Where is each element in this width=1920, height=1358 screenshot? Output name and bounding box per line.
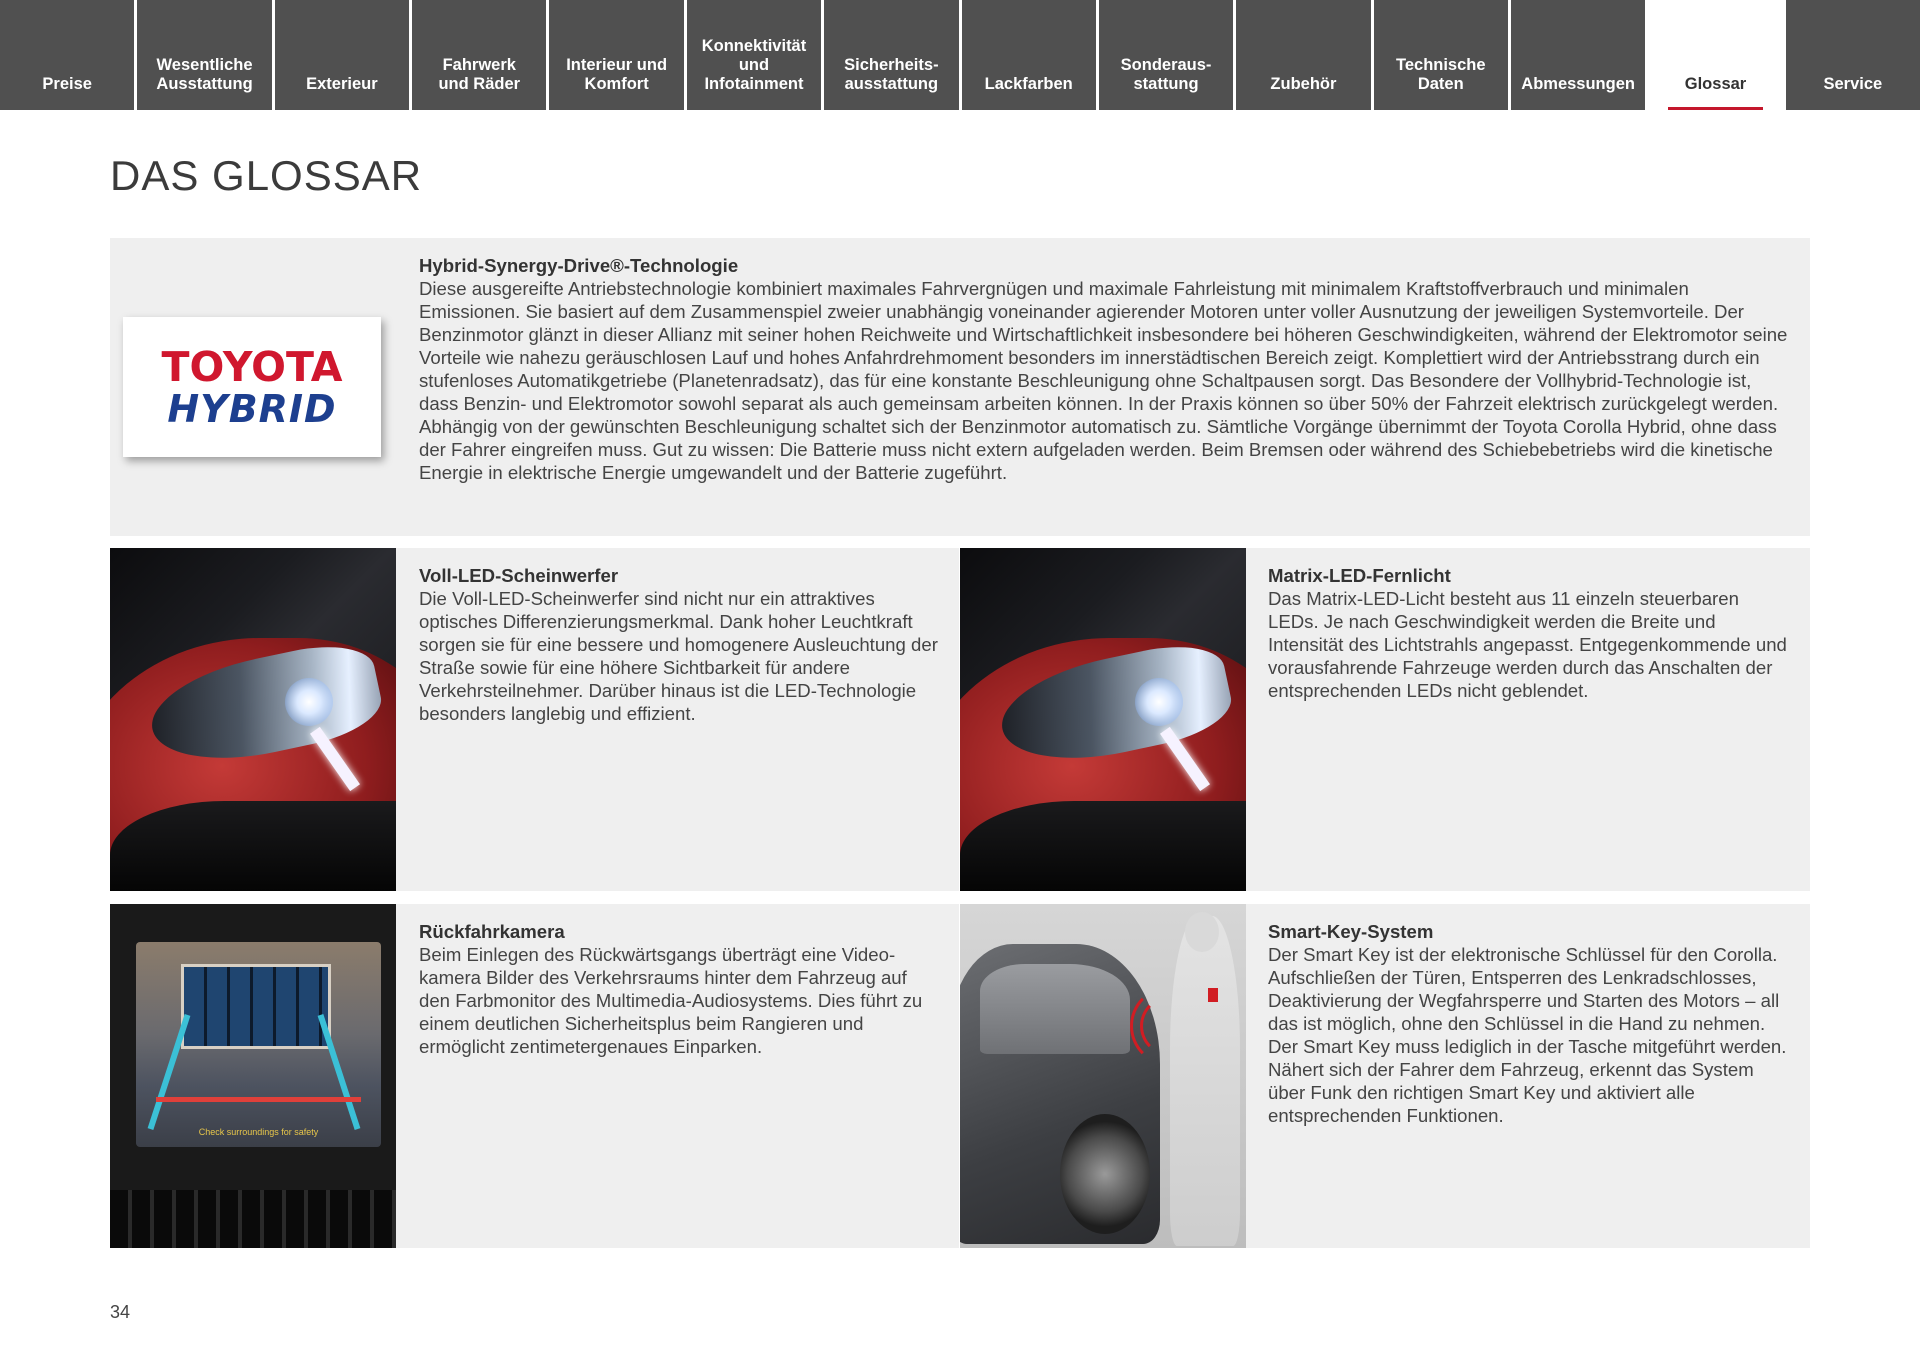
air-vents xyxy=(110,1190,396,1248)
tab-label: Abmessungen xyxy=(1521,75,1635,93)
tab-abmessungen[interactable] xyxy=(1511,0,1645,110)
tab-sicherheitsausstattung[interactable] xyxy=(824,0,958,110)
tab-label: Zubehör xyxy=(1270,75,1337,93)
rear-camera-photo xyxy=(110,904,396,1248)
entry-text: Der Smart Key ist der elektronische Schlüssel für den Corolla. Aufschließen der Türen, Entsperren des Lenkradschlosses, Deaktivierung der Wegfahrsperre und Starten des Motors – all das ist möglich, ohne den Schlüssel in die Hand zu nehmen. Der Smart Key muss lediglich in der Tasche mitgeführt werden. Nähert sich der Fahrer dem Fahrzeug, erkennt das System über Funk den richtigen Smart Key und aktiviert alle entsprechenden Funktionen. xyxy=(1268,944,1787,1126)
smart-key-photo xyxy=(960,904,1246,1248)
guide-line-right xyxy=(318,1014,361,1130)
tab-wesentliche-ausstattung[interactable] xyxy=(137,0,271,110)
entry-title: Rückfahrkamera xyxy=(419,921,565,942)
entry-text: Diese ausgereifte Antriebstechnologie kombiniert maximales Fahrvergnügen und maximale Fahrleistung mit minimalem Kraftstoffverbrauch und minimalen Emissionen. Sie basiert auf dem Zusammenspiel zweier unabhängig voneinander agierender Motoren unter voller Ausnutzung der jeweiligen Systemvorteile. Der Benzinmotor glänzt in dieser Allianz mit seiner hohen Reichweite und Wirtschaftlichkeit insbesondere bei höheren Geschwindigkeiten, während der Elektromotor seine Vorteile wie nahezu geräuschlosen Lauf und hohes Anfahrdrehmoment besonders im innerstädtischen Bereich zeigt. Komplettiert wird der Antriebsstrang durch ein stufenloses Automatikgetriebe (Planetenradsatz), das für eine konstante Beschleunigung ohne Schaltpausen sorgt. Das Besondere der Vollhybrid-Technologie ist, dass Benzin- und Elektromotor sowohl separat als auch gemeinsam arbeiten können. In der Praxis können so über 50% der Fahrzeit elektrisch zurückgelegt werden. Abhängig von der gewünschten Beschleunigung schaltet sich der Benzinmotor automatisch zu. Sämtliche Vorgänge übernimmt der Toyota Corolla Hybrid, ohne dass der Fahrer eingreifen muss. Gut zu wissen: Die Batterie muss nicht extern aufgeladen werden. Beim Bremsen oder während des Schiebebetriebs wird die kinetische Energie in elektrische Energie umgewandelt und der Batterie zugeführt. xyxy=(419,278,1788,483)
entry-text: Die Voll-LED-Scheinwerfer sind nicht nur ein attraktives optisches Differenzierungsmerkmal. Dank hoher Leuchtkraft sorgen sie für eine bessere und homogenere Ausleuchtung der Straße sowie für eine höhere Sichtbarkeit für andere Verkehrsteilnehmer. Darüber hinaus ist die LED-Technologie besonders langlebig und effizient. xyxy=(419,588,938,724)
headlight-glow xyxy=(285,678,333,726)
glossary-card-hybrid xyxy=(110,238,1810,536)
page-number: 34 xyxy=(110,1302,131,1322)
tab-lackfarben[interactable] xyxy=(962,0,1096,110)
tab-label: Interieur und Komfort xyxy=(566,56,668,93)
grille-shape xyxy=(110,801,396,891)
guide-line-red xyxy=(156,1097,361,1102)
tab-exterieur[interactable] xyxy=(275,0,409,110)
glossary-entry xyxy=(419,564,939,725)
tab-glossar[interactable] xyxy=(1648,0,1782,110)
guide-line-left xyxy=(148,1014,191,1130)
glossary-card-matrix xyxy=(960,548,1810,891)
tab-preise[interactable] xyxy=(0,0,134,110)
entry-title: Voll-LED-Scheinwerfer xyxy=(419,565,619,586)
tab-label: Fahrwerk und Räder xyxy=(438,56,521,93)
headlight-photo xyxy=(110,548,396,891)
top-navigation xyxy=(0,0,1920,110)
person-silhouette xyxy=(1170,916,1240,1246)
screen-warning: Check surroundings for safety xyxy=(198,1127,319,1137)
logo-text-top: TOYOTA xyxy=(161,343,343,391)
tab-zubehoer[interactable] xyxy=(1236,0,1370,110)
tab-sonderausstattung[interactable] xyxy=(1099,0,1233,110)
tab-fahrwerk-und-raeder[interactable] xyxy=(412,0,546,110)
tab-label: Preise xyxy=(42,75,92,93)
tab-konnektivitaet[interactable] xyxy=(687,0,821,110)
logo-text-bottom: HYBRID xyxy=(167,387,337,431)
car-wheel xyxy=(1060,1114,1150,1234)
tab-label: Service xyxy=(1823,75,1883,93)
tab-label: Sonderaus- stattung xyxy=(1120,56,1212,93)
headlight-glow xyxy=(1135,678,1183,726)
car-window xyxy=(980,964,1130,1054)
grille-shape xyxy=(960,801,1246,891)
tab-interieur-und-komfort[interactable] xyxy=(549,0,683,110)
tab-label: Lackfarben xyxy=(984,75,1073,93)
glossary-entry xyxy=(1268,920,1792,1127)
page-title: DAS GLOSSAR xyxy=(110,152,423,199)
toyota-hybrid-logo xyxy=(123,317,381,457)
tab-technische-daten[interactable] xyxy=(1374,0,1508,110)
radio-wave-icon xyxy=(1130,986,1210,1066)
entry-title: Matrix-LED-Fernlicht xyxy=(1268,565,1451,586)
tab-label: Wesentliche Ausstattung xyxy=(156,56,253,93)
entry-title: Hybrid-Synergy-Drive®-Technologie xyxy=(419,255,739,276)
garage-door xyxy=(181,964,331,1049)
person-head xyxy=(1185,912,1219,952)
tab-label: Konnektivität und Infotainment xyxy=(701,37,807,93)
entry-text: Beim Einlegen des Rückwärtsgangs überträgt eine Videokamera Bilder des Verkehrsraums hinter dem Fahrzeug auf den Farbmonitor des Multimedia-Audiosystems. Dies führt zu einem deutlichen Sicherheitsplus beim Rangieren und ermöglicht zentimetergenaues Einparken. xyxy=(419,944,923,1057)
glossary-card-led xyxy=(110,548,959,891)
entry-text: Das Matrix-LED-Licht besteht aus 11 einzeln steuerbaren LEDs. Je nach Geschwindigkeit werden die Breite und Intensität des Lichtstrahls angepasst. Entgegenkommende und vorausfahrende Fahrzeuge werden durch das Anschalten der entsprechenden LEDs nicht geblendet. xyxy=(1268,588,1787,701)
glossary-card-smartkey xyxy=(960,904,1810,1248)
key-fob-icon xyxy=(1208,988,1218,1002)
glossary-entry xyxy=(419,254,1791,484)
tab-service[interactable] xyxy=(1786,0,1920,110)
tab-label: Sicherheits- ausstattung xyxy=(844,56,939,93)
tab-label: Technische Daten xyxy=(1395,56,1486,93)
glossary-card-camera xyxy=(110,904,959,1248)
tab-label: Exterieur xyxy=(306,75,378,93)
entry-title: Smart-Key-System xyxy=(1268,921,1434,942)
tab-label: Glossar xyxy=(1684,75,1747,93)
glossary-entry xyxy=(1268,564,1792,702)
glossary-entry xyxy=(419,920,939,1058)
infotainment-screen xyxy=(136,942,381,1147)
headlight-photo xyxy=(960,548,1246,891)
